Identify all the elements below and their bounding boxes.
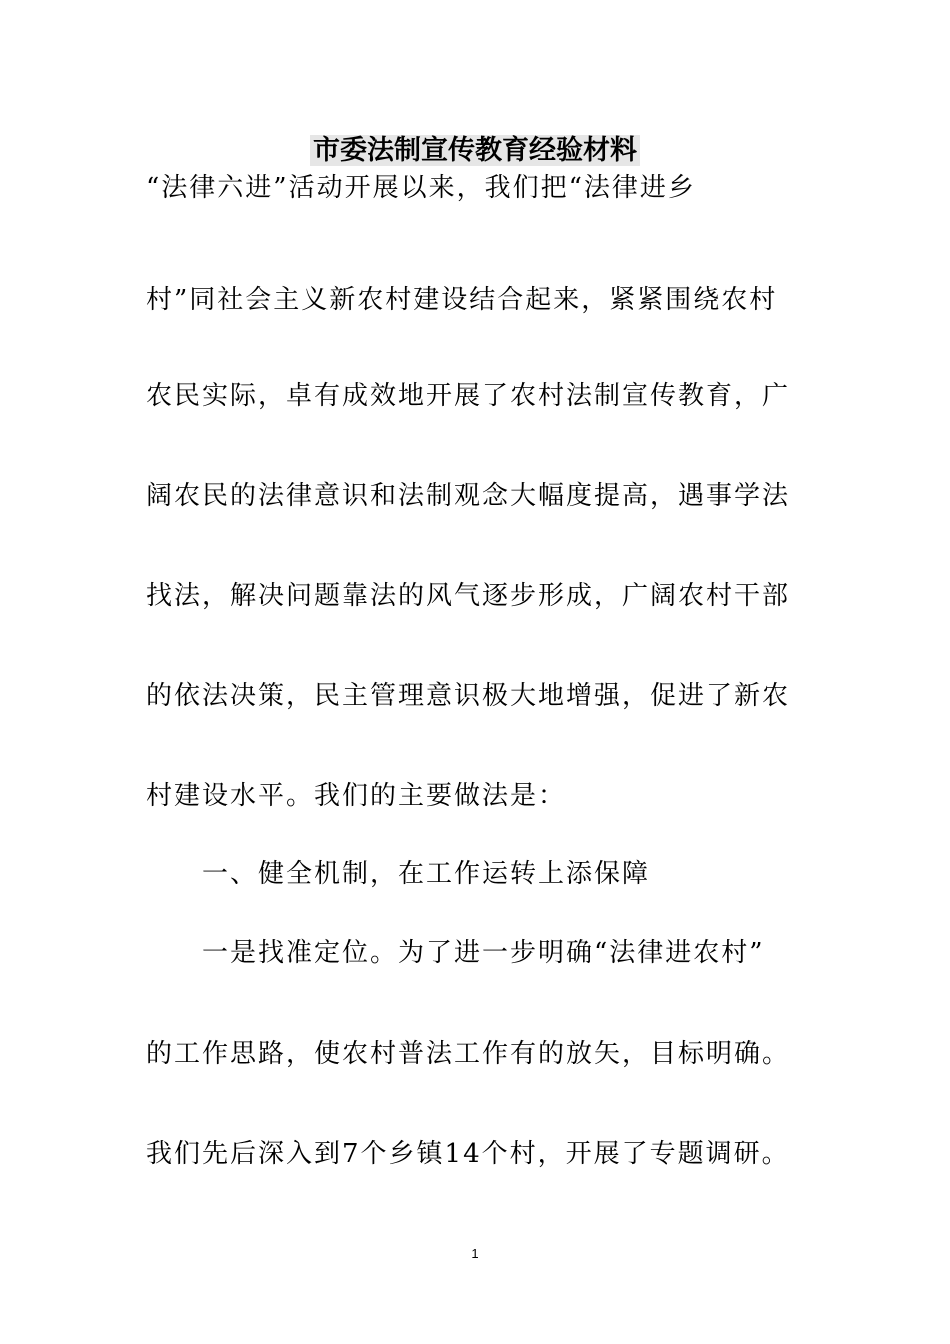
document-title-text: 市委法制宣传教育经验材料	[310, 135, 640, 166]
paragraph-line-3: 农民实际，卓有成效地开展了农村法制宣传教育，广	[146, 381, 791, 411]
page-number: 1	[471, 1246, 479, 1261]
paragraph-line-4: 阔农民的法律意识和法制观念大幅度提高，遇事学法	[146, 481, 791, 511]
paragraph-line-1: “法律六进”活动开展以来，我们把“法律进乡	[146, 173, 696, 203]
section-heading-1: 一、健全机制，在工作运转上添保障	[202, 859, 651, 889]
paragraph-line-2: 村”同社会主义新农村建设结合起来，紧紧围绕农村	[146, 285, 778, 315]
paragraph-line-7: 村建设水平。我们的主要做法是：	[146, 781, 567, 811]
document-title	[0, 132, 950, 170]
paragraph-line-11: 我们先后深入到7个乡镇14个村，开展了专题调研。	[146, 1139, 790, 1169]
paragraph-line-9: 一是找准定位。为了进一步明确“法律进农村”	[202, 938, 765, 968]
paragraph-line-10: 的工作思路，使农村普法工作有的放矢，目标明确。	[146, 1039, 791, 1069]
paragraph-line-5: 找法，解决问题靠法的风气逐步形成，广阔农村干部	[146, 581, 791, 611]
paragraph-line-6: 的依法决策，民主管理意识极大地增强，促进了新农	[146, 681, 791, 711]
